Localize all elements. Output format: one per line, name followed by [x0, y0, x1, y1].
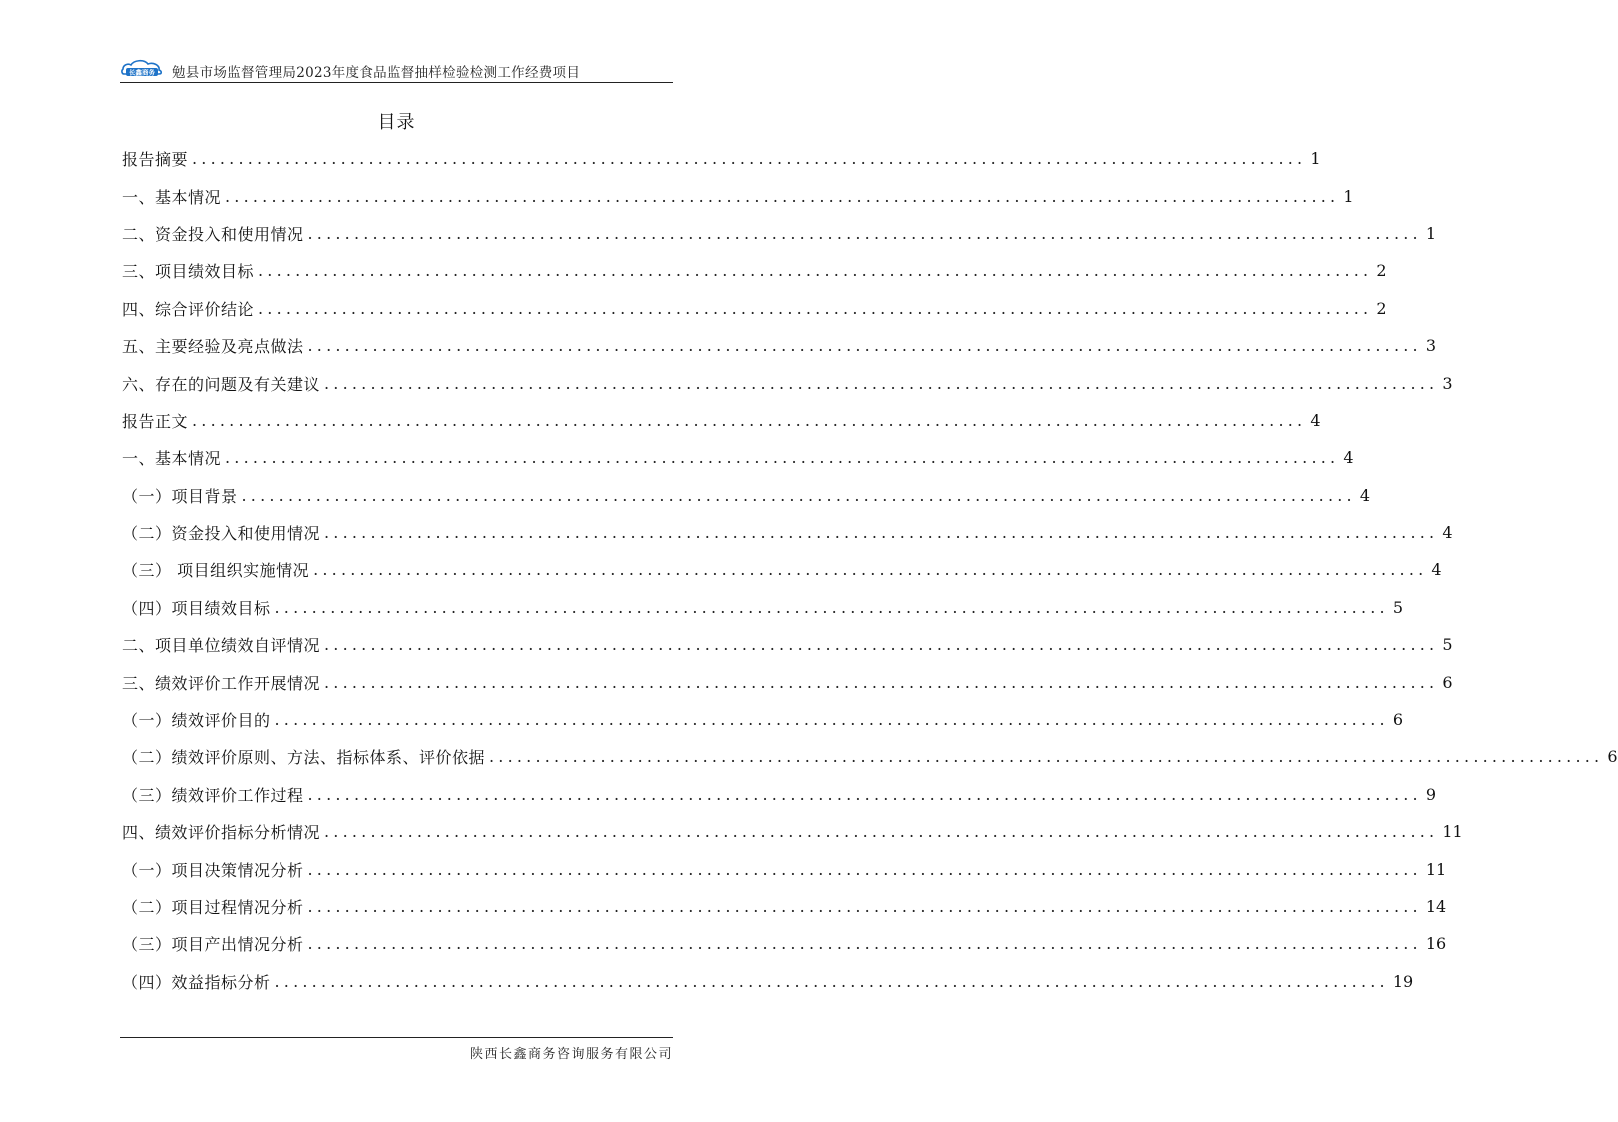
toc-entry[interactable]	[122, 925, 1447, 962]
toc-leader-dots: ........................................................................................................................	[225, 448, 1340, 468]
toc-leader-dots: ........................................................................................................................	[258, 298, 1373, 318]
toc-entry-text: 四、综合评价结论	[122, 299, 255, 319]
toc-entry[interactable]	[122, 701, 1404, 738]
toc-entry[interactable]	[122, 663, 1453, 700]
toc-page-number: 4	[1343, 448, 1354, 468]
toc-leader-dots: ........................................................................................................................	[307, 934, 1422, 954]
toc-entry-text: 报告正文	[122, 411, 189, 431]
toc-page-number: 4	[1431, 560, 1442, 580]
toc-page-number: 14	[1425, 897, 1447, 916]
toc-page-number: 1	[1425, 223, 1437, 243]
toc-page-number: 16	[1425, 934, 1447, 954]
toc-entry-text: （四）效益指标分析	[122, 972, 271, 992]
toc-entry-text: （三）项目产出情况分析	[122, 935, 304, 955]
toc-page-number: 5	[1442, 635, 1453, 655]
toc-entry[interactable]	[122, 738, 1618, 775]
toc-entry-text: （二）绩效评价原则、方法、指标体系、评价依据	[122, 748, 486, 768]
toc-leader-dots: ........................................................................................................................	[192, 149, 1307, 169]
toc-leader-dots: ........................................................................................................................	[274, 971, 1389, 991]
page-header	[120, 58, 673, 83]
toc-entry[interactable]	[122, 140, 1321, 177]
toc-entry-text: （四）项目绩效目标	[122, 598, 271, 618]
toc-leader-dots: ........................................................................................................................	[258, 261, 1373, 281]
toc-entry-text: （二）资金投入和使用情况	[122, 524, 321, 544]
toc-entry[interactable]	[122, 888, 1447, 925]
toc-entry-text: 一、基本情况	[122, 449, 222, 469]
toc-entry[interactable]	[122, 850, 1447, 887]
toc-entry-text: 四、绩效评价指标分析情况	[122, 823, 321, 843]
toc-entry-text: 报告摘要	[122, 150, 189, 170]
toc-page-number: 11	[1425, 859, 1447, 879]
toc-entry[interactable]	[122, 589, 1404, 626]
toc-title: 目录	[377, 112, 416, 133]
toc-entry[interactable]	[122, 626, 1453, 663]
toc-leader-dots: ........................................................................................................................	[307, 784, 1422, 804]
toc-entry[interactable]	[122, 439, 1354, 476]
toc-entry-text: 三、项目绩效目标	[122, 262, 255, 282]
toc-entry-text: （一）绩效评价目的	[122, 711, 271, 731]
toc-leader-dots: ........................................................................................................................	[225, 186, 1340, 206]
toc-entry[interactable]	[122, 177, 1354, 214]
toc-leader-dots: ........................................................................................................................	[324, 373, 1439, 393]
toc-page-number: 4	[1310, 410, 1321, 430]
toc-entry[interactable]	[122, 215, 1437, 252]
toc-page-number: 1	[1310, 149, 1321, 169]
toc-page-number: 4	[1442, 523, 1453, 543]
toc-leader-dots: ........................................................................................................................	[307, 336, 1422, 356]
page-footer	[120, 1037, 673, 1062]
toc-entry-text: 一、基本情况	[122, 187, 222, 207]
toc-page-number: 2	[1376, 261, 1387, 281]
header-title: 勉县市场监督管理局2023年度食品监督抽样检验检测工作经费项目	[172, 65, 581, 81]
toc-entry[interactable]	[122, 327, 1437, 364]
toc-leader-dots: ........................................................................................................................	[324, 822, 1439, 842]
toc-leader-dots: ........................................................................................................................	[274, 597, 1389, 617]
toc-entry-text: 五、主要经验及亮点做法	[122, 337, 304, 357]
toc-leader-dots: ........................................................................................................................	[324, 672, 1439, 692]
toc-entry[interactable]	[122, 402, 1321, 439]
toc-page-number: 2	[1376, 298, 1387, 318]
toc-leader-dots: ........................................................................................................................	[274, 710, 1389, 730]
toc-entry-text: 二、项目单位绩效自评情况	[122, 636, 321, 656]
logo-text: 长鑫商务	[129, 68, 155, 77]
toc-entry[interactable]	[122, 551, 1442, 588]
toc-page-number: 19	[1392, 971, 1414, 991]
toc-leader-dots: ........................................................................................................................	[313, 560, 1428, 580]
toc-entry[interactable]	[122, 252, 1387, 289]
toc-entry-text: （一）项目背景	[122, 486, 238, 506]
table-of-contents	[122, 140, 1618, 1000]
toc-entry-text: （三） 项目组织实施情况	[122, 561, 310, 581]
toc-entry-text: （二）项目过程情况分析	[122, 898, 304, 917]
footer-company: 陕西长鑫商务咨询服务有限公司	[469, 1047, 673, 1062]
toc-entry[interactable]	[122, 963, 1414, 1000]
toc-leader-dots: ........................................................................................................................	[307, 859, 1422, 879]
toc-leader-dots: ........................................................................................................................	[241, 485, 1356, 505]
toc-leader-dots: ........................................................................................................................	[307, 897, 1422, 916]
toc-entry[interactable]	[122, 364, 1453, 401]
toc-entry[interactable]	[122, 776, 1437, 813]
toc-page-number: 9	[1425, 784, 1437, 804]
toc-entry-text: 二、资金投入和使用情况	[122, 224, 304, 244]
toc-page-number: 1	[1343, 186, 1354, 206]
toc-page-number: 6	[1392, 710, 1404, 730]
toc-page-number: 5	[1392, 597, 1404, 617]
toc-entry-text: 三、绩效评价工作开展情况	[122, 673, 321, 693]
toc-entry-text: （三）绩效评价工作过程	[122, 785, 304, 805]
toc-page-number: 3	[1425, 336, 1437, 356]
toc-entry[interactable]	[122, 813, 1463, 850]
toc-page-number: 6	[1607, 747, 1618, 767]
toc-entry-text: 六、存在的问题及有关建议	[122, 374, 321, 394]
toc-page-number: 6	[1442, 672, 1453, 692]
company-logo-icon	[120, 58, 164, 78]
toc-page-number: 3	[1442, 373, 1453, 393]
toc-leader-dots: ........................................................................................................................	[307, 223, 1422, 243]
toc-leader-dots: ........................................................................................................................	[324, 523, 1439, 543]
toc-entry[interactable]	[122, 514, 1453, 551]
toc-leader-dots: ........................................................................................................................	[489, 747, 1604, 767]
toc-leader-dots: ........................................................................................................................	[324, 635, 1439, 655]
toc-leader-dots: ........................................................................................................................	[192, 410, 1307, 430]
toc-page-number: 11	[1442, 822, 1463, 842]
toc-page-number: 4	[1359, 485, 1371, 505]
toc-entry-text: （一）项目决策情况分析	[122, 860, 304, 880]
toc-entry[interactable]	[122, 290, 1387, 327]
toc-entry[interactable]	[122, 477, 1371, 514]
